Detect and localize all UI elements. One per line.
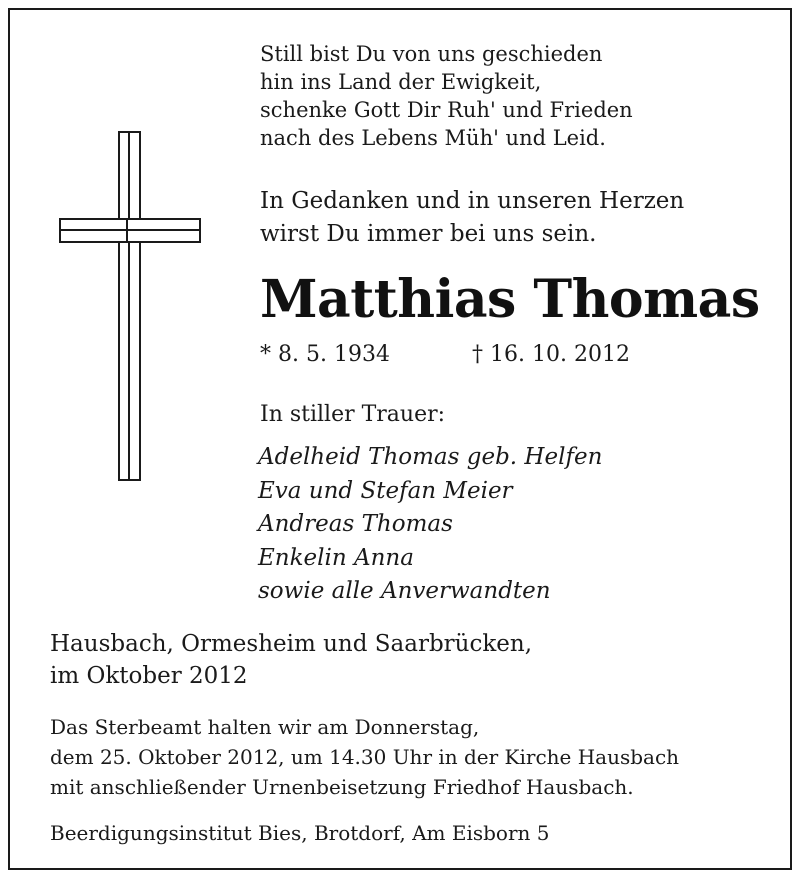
service-line: Das Sterbeamt halten wir am Donnerstag, [50,715,480,739]
service-info [50,712,679,802]
verse-line: nach des Lebens Müh' und Leid. [260,126,606,150]
remembrance-text [260,185,684,251]
deceased-name: Matthias Thomas [260,269,760,330]
memorial-verse [260,40,633,152]
obituary-notice [8,8,792,870]
service-line: dem 25. Oktober 2012, um 14.30 Uhr in der Kirche Hausbach [50,745,680,769]
mourners-list [258,441,602,609]
place-line: Hausbach, Ormesheim und Saarbrücken, [50,631,533,657]
place-and-date [50,628,532,692]
verse-line: Still bist Du von uns geschieden [260,42,603,66]
mourner: sowie alle Anverwandten [258,578,551,604]
verse-line: hin ins Land der Ewigkeit, [260,70,542,94]
mourner: Eva und Stefan Meier [258,477,513,504]
mourner: Adelheid Thomas geb. Helfen [258,444,603,470]
death-date: † 16. 10. 2012 [472,342,630,367]
remembrance-line: In Gedanken und in unseren Herzen [260,188,685,214]
place-line: im Oktober 2012 [50,663,248,689]
funeral-home: Beerdigungsinstitut Bies, Brotdorf, Am Eisborn 5 [50,821,550,845]
mourning-label: In stiller Trauer: [260,402,446,427]
mourner: Andreas Thomas [258,511,453,537]
service-line: mit anschließender Urnenbeisetzung Friedhof Hausbach. [50,775,634,799]
birth-date: * 8. 5. 1934 [260,342,390,367]
verse-line: schenke Gott Dir Ruh' und Frieden [260,98,633,122]
remembrance-line: wirst Du immer bei uns sein. [260,221,597,247]
mourner: Enkelin Anna [258,544,414,571]
